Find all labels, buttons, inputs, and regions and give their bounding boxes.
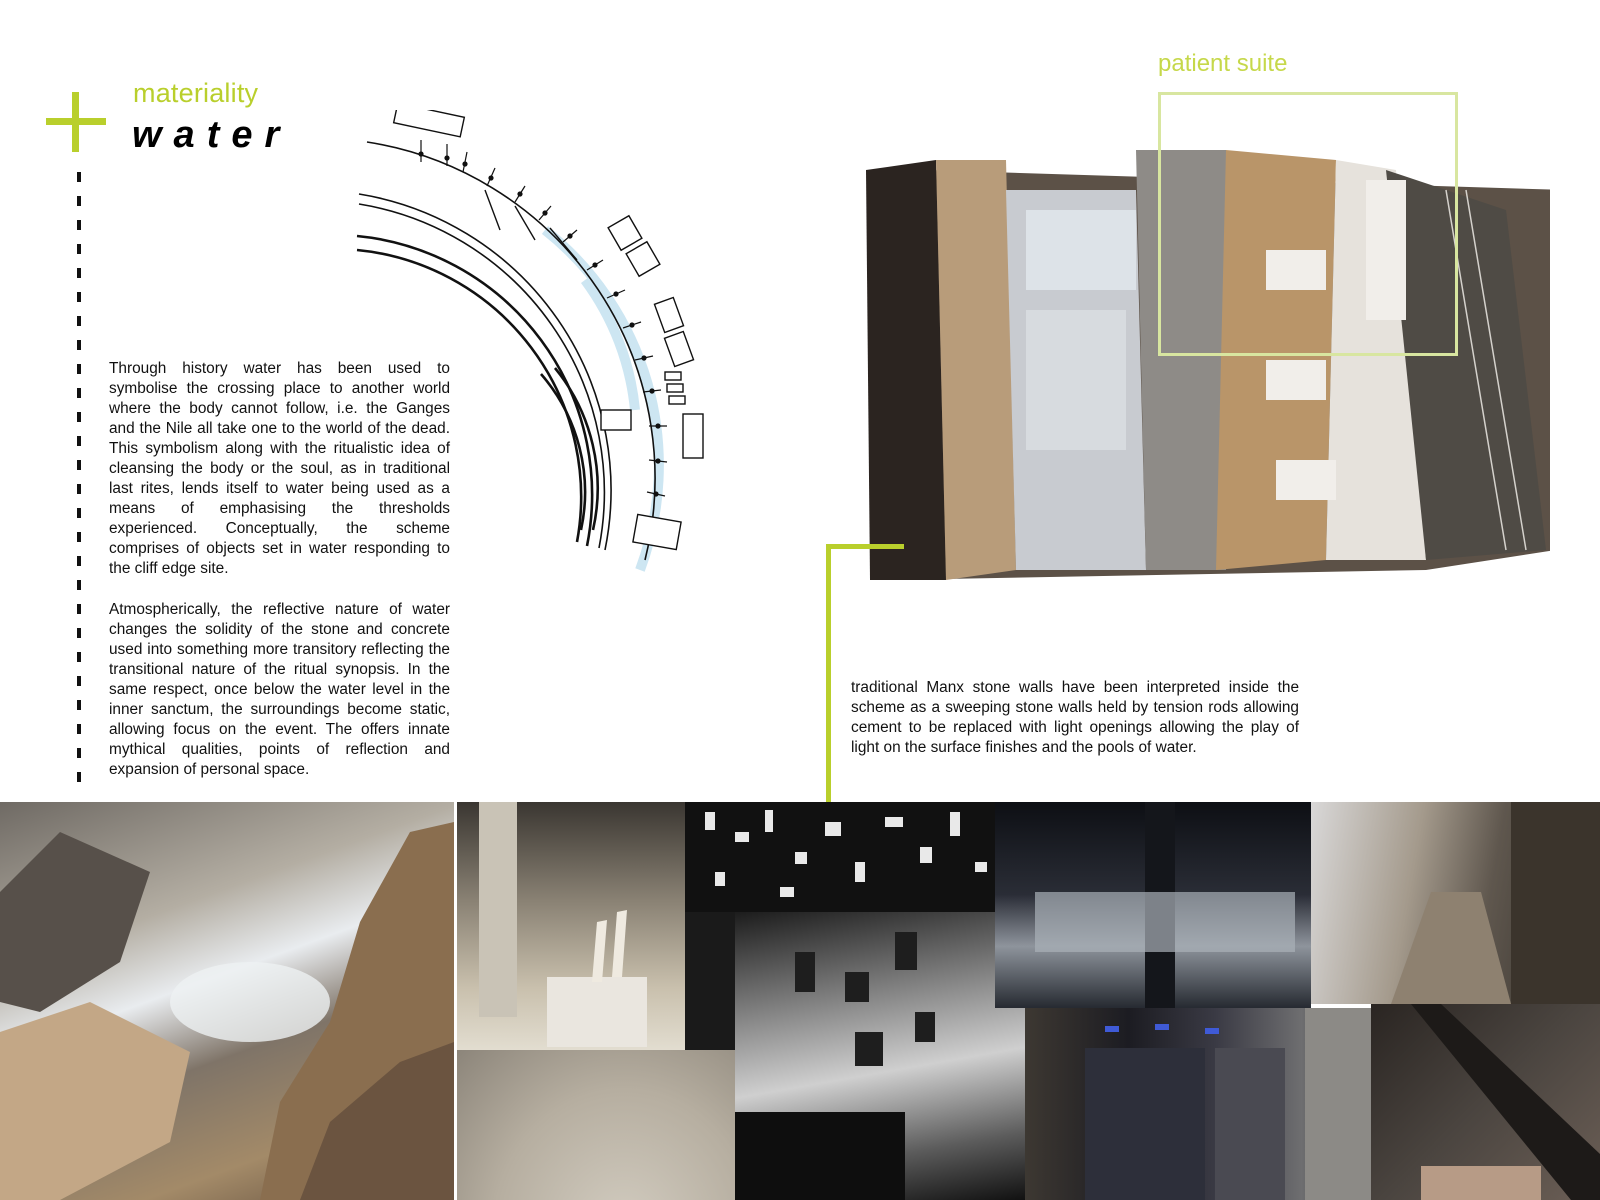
lit-corridor-photo: [1311, 802, 1600, 1004]
plus-icon-vertical: [72, 92, 79, 152]
body-paragraph-2: Atmospherically, the reflective nature of water changes the solidity of the stone and concrete used into something more transitory reflecting the transitional nature of the ritual synopsis. In the same respect, once below the water level in the inner sanctum, the surroundings become static, allowing focus on the event. The offers innate mythical qualities, points of reflection and expansion of personal space.: [109, 601, 450, 778]
light-speckle-photo: [685, 802, 995, 912]
rocky-coast-photo: [0, 802, 454, 1200]
concrete-lounge-photo: [1371, 1004, 1600, 1200]
patient-suite-label: patient suite: [1158, 50, 1288, 77]
patient-suite-frame: [1158, 92, 1458, 356]
monochrome-facade-photo: [735, 912, 1025, 1200]
light-speckle-photo-lower: [685, 912, 735, 1050]
model-description: traditional Manx stone walls have been interpreted inside the scheme as a sweeping stone walls held by tension rods allowing cement to be replaced with light openings allowing the play of light on the surface finishes and the pools of water.: [851, 679, 1299, 756]
page-title: water: [132, 114, 292, 156]
concrete-dome-photo: [457, 1050, 735, 1200]
section-subtitle: materiality: [133, 78, 259, 108]
stone-chamber-photo: [1025, 1008, 1371, 1200]
body-paragraph-1: Through history water has been used to symbolise the crossing place to another world where the body cannot follow, i.e. the Ganges and the Nile all take one to the world of the dead. This symbolism along with the ritualistic idea of cleansing the body or the soul, as in traditional last rites, lends itself to water being used as a means of emphasising the thresholds experienced. Conceptually, the scheme comprises of objects set in water responding to the cliff edge site.: [109, 360, 450, 577]
dashed-divider: [77, 172, 81, 792]
leader-line-vertical: [826, 544, 831, 802]
concrete-interior-photo: [457, 802, 685, 1050]
reflecting-pool-interior-photo: [995, 802, 1311, 1008]
leader-line-horizontal: [826, 544, 904, 549]
